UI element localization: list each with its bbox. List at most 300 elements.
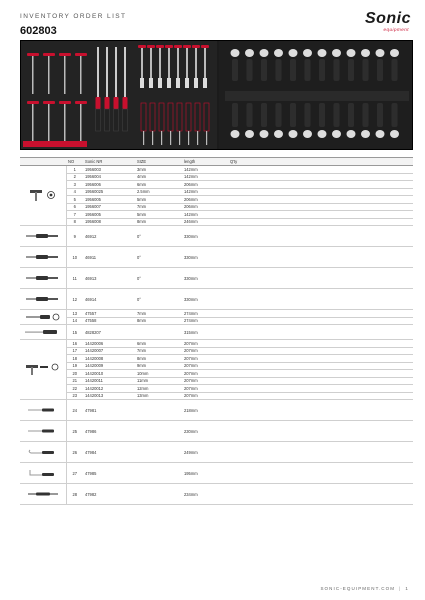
t-socket-handle (156, 45, 164, 48)
t-key-handle (43, 101, 55, 104)
row-no: 2 (66, 173, 83, 181)
t-socket-shaft (150, 48, 152, 78)
row-article: 14420009 (83, 362, 135, 370)
tool-image-cell (20, 226, 66, 247)
row-blank (248, 347, 413, 355)
tool-label-top (303, 49, 312, 57)
row-length: 207mm (182, 370, 228, 378)
t-socket-shaft (141, 48, 143, 78)
t-socket-handle (174, 45, 182, 48)
row-article: 46913 (83, 268, 135, 289)
row-no: 12 (66, 289, 83, 310)
tool-image-cell (20, 442, 66, 463)
driver-shaft (106, 47, 108, 97)
row-size: 6mm (135, 340, 182, 348)
table-row (20, 166, 413, 174)
row-qty[interactable] (228, 400, 248, 421)
tool-label-bottom (318, 130, 327, 138)
row-length: 142mm (182, 211, 228, 219)
row-qty[interactable] (228, 317, 248, 325)
row-article: 47557 (83, 310, 135, 318)
row-length: 249mm (182, 442, 228, 463)
table-row (20, 325, 413, 340)
table-row (20, 392, 413, 400)
row-blank (248, 362, 413, 370)
row-article: 47986 (83, 421, 135, 442)
tool-label-top (332, 49, 341, 57)
header-image (20, 158, 66, 166)
tool-label-bottom (332, 130, 341, 138)
t-key-handle (27, 101, 39, 104)
row-size (135, 463, 182, 484)
row-blank (248, 421, 413, 442)
tool-slot-top (261, 59, 267, 81)
screwdriver-shaft (143, 131, 144, 145)
row-qty[interactable] (228, 377, 248, 385)
driver-shaft (124, 47, 126, 97)
row-qty[interactable] (228, 347, 248, 355)
t-key-shaft (48, 56, 50, 94)
row-qty[interactable] (228, 463, 248, 484)
row-article: 14420011 (83, 377, 135, 385)
screwdriver-shaft (161, 131, 162, 145)
t-socket-handle (165, 45, 173, 48)
tool-label-bottom (231, 130, 240, 138)
screwdriver-handle (186, 103, 191, 131)
tool-slot-bottom (232, 103, 238, 127)
screwdriver-handle (177, 103, 182, 131)
tool-driver-icon (26, 296, 60, 303)
row-blank (248, 181, 413, 189)
row-length: 142mm (182, 166, 228, 174)
row-article: 46914 (83, 289, 135, 310)
row-no: 3 (66, 181, 83, 189)
row-qty[interactable] (228, 203, 248, 211)
row-article: 47981 (83, 400, 135, 421)
tool-slot-top (377, 59, 383, 81)
page-number: 1 (405, 586, 409, 591)
row-length: 330mm (182, 226, 228, 247)
header-art: Sonic NR (83, 158, 135, 166)
row-size (135, 442, 182, 463)
row-qty[interactable] (228, 325, 248, 340)
tool-bend-icon (28, 468, 58, 479)
t-socket-head (158, 78, 162, 88)
row-article: 4828207 (83, 325, 135, 340)
row-article: 14420012 (83, 385, 135, 393)
driver-handle (96, 97, 101, 109)
tool-image-cell (20, 247, 66, 268)
footer-site[interactable]: SONIC-EQUIPMENT.COM (320, 586, 396, 591)
row-qty[interactable] (228, 226, 248, 247)
row-no: 28 (66, 484, 83, 505)
row-article: 1956005 (83, 211, 135, 219)
row-length: 142mm (182, 173, 228, 181)
tool-label-top (347, 49, 356, 57)
tool-image-cell (20, 400, 66, 421)
t-key-shaft (32, 56, 34, 94)
row-qty[interactable] (228, 484, 248, 505)
tool-label-top (376, 49, 385, 57)
screwdriver-handle (195, 103, 200, 131)
t-key-handle (59, 53, 71, 56)
row-qty[interactable] (228, 355, 248, 363)
row-blank (248, 166, 413, 174)
t-socket-handle (201, 45, 209, 48)
driver-handle (114, 97, 119, 109)
table-row (20, 370, 413, 378)
tool-image-cell (20, 463, 66, 484)
row-no: 10 (66, 247, 83, 268)
table-row (20, 268, 413, 289)
page-title: INVENTORY ORDER LIST (20, 13, 127, 20)
tool-image-cell (20, 166, 66, 226)
tool-slot-bottom (261, 103, 267, 127)
row-length: 234mm (182, 484, 228, 505)
row-article: 46911 (83, 247, 135, 268)
tool-label-top (289, 49, 298, 57)
table-header-row (20, 158, 413, 166)
screwdriver-shaft (188, 131, 189, 145)
row-size: 7mm (135, 347, 182, 355)
table-row (20, 317, 413, 325)
t-socket-shaft (186, 48, 188, 78)
table-row (20, 484, 413, 505)
tool-tsocket-icon (26, 362, 60, 377)
row-blank (248, 247, 413, 268)
row-article: 14420007 (83, 347, 135, 355)
row-qty[interactable] (228, 181, 248, 189)
screwdriver-shaft (152, 131, 153, 145)
tool-slot-top (319, 59, 325, 81)
row-qty[interactable] (228, 370, 248, 378)
tool-image-cell (20, 484, 66, 505)
row-article: 1956005 (83, 196, 135, 204)
table-row (20, 188, 413, 196)
table-row (20, 442, 413, 463)
row-blank (248, 385, 413, 393)
row-blank (248, 325, 413, 340)
tool-label-bottom (274, 130, 283, 138)
tool-slot-top (363, 59, 369, 81)
row-qty[interactable] (228, 188, 248, 196)
row-qty[interactable] (228, 310, 248, 318)
row-length: 207mm (182, 347, 228, 355)
tool-slot-bottom (377, 103, 383, 127)
tool-tkey-icon (28, 188, 58, 203)
tool-label-bottom (260, 130, 269, 138)
row-length: 207mm (182, 392, 228, 400)
tool-slot-bottom (290, 103, 296, 127)
tool-pick2-icon (28, 428, 58, 435)
screwdriver-shaft (179, 131, 180, 145)
tool-long-icon (25, 329, 61, 336)
row-size (135, 325, 182, 340)
header-length: length (182, 158, 228, 166)
row-qty[interactable] (228, 421, 248, 442)
row-no: 13 (66, 310, 83, 318)
row-qty[interactable] (228, 218, 248, 226)
tool-slot-top (305, 59, 311, 81)
t-key-handle (75, 101, 87, 104)
inventory-body (20, 166, 413, 505)
header-size: SIZE (135, 158, 182, 166)
inventory-table (20, 157, 413, 505)
row-no: 26 (66, 442, 83, 463)
t-socket-head (140, 78, 144, 88)
tool-slot-bottom (319, 103, 325, 127)
t-key-shaft (80, 104, 82, 142)
t-socket-head (185, 78, 189, 88)
t-socket-shaft (159, 48, 161, 78)
row-article: 1956003 (83, 166, 135, 174)
row-qty[interactable] (228, 385, 248, 393)
row-length: 206mm (182, 203, 228, 211)
tool-slot-top (232, 59, 238, 81)
t-key-handle (43, 53, 55, 56)
row-blank (248, 400, 413, 421)
row-size: 11mm (135, 377, 182, 385)
row-article: 1956004 (83, 173, 135, 181)
row-blank (248, 442, 413, 463)
row-article: 47558 (83, 317, 135, 325)
tool-slot-top (348, 59, 354, 81)
row-qty[interactable] (228, 268, 248, 289)
row-blank (248, 226, 413, 247)
tool-torx-icon (26, 313, 60, 322)
t-socket-shaft (195, 48, 197, 78)
driver-shaft (115, 47, 117, 97)
tool-slot-bottom (392, 103, 398, 127)
row-article: 1956008 (83, 218, 135, 226)
tool-label-bottom (347, 130, 356, 138)
row-qty[interactable] (228, 442, 248, 463)
row-length: 230mm (182, 421, 228, 442)
row-article: 14420008 (83, 355, 135, 363)
row-size: 4mm (135, 173, 182, 181)
driver-shaft (97, 47, 99, 97)
t-socket-head (167, 78, 171, 88)
row-qty[interactable] (228, 392, 248, 400)
t-key-shaft (48, 104, 50, 142)
row-size: 8mm (135, 317, 182, 325)
screwdriver-shaft (206, 131, 207, 145)
footer-separator: | (399, 586, 402, 591)
row-length: 330mm (182, 289, 228, 310)
row-size: 3mm (135, 166, 182, 174)
table-row (20, 211, 413, 219)
table-row (20, 340, 413, 348)
tool-slot-top (247, 59, 253, 81)
logo-subtext: equipment (383, 27, 409, 32)
row-no: 8 (66, 218, 83, 226)
row-blank (248, 463, 413, 484)
row-blank (248, 268, 413, 289)
row-article: 47985 (83, 463, 135, 484)
tool-label-bottom (303, 130, 312, 138)
row-length: 315mm (182, 325, 228, 340)
row-no: 9 (66, 226, 83, 247)
row-blank (248, 196, 413, 204)
tool-hook-icon (28, 448, 58, 457)
row-no: 7 (66, 211, 83, 219)
tray-bar (225, 91, 409, 101)
row-size: 0° (135, 226, 182, 247)
row-article: 1956006 (83, 181, 135, 189)
row-blank (248, 370, 413, 378)
tool-label-top (231, 49, 240, 57)
t-socket-handle (183, 45, 191, 48)
driver-grip (105, 109, 110, 131)
table-row (20, 226, 413, 247)
table-row (20, 247, 413, 268)
row-blank (248, 310, 413, 318)
tool-label-bottom (390, 130, 399, 138)
tool-label-top (274, 49, 283, 57)
row-no: 4 (66, 188, 83, 196)
row-size: 7mm (135, 203, 182, 211)
row-blank (248, 317, 413, 325)
tool-slot-top (392, 59, 398, 81)
row-no: 14 (66, 317, 83, 325)
tool-image-cell (20, 325, 66, 340)
tool-slot-bottom (305, 103, 311, 127)
row-article: 47982 (83, 484, 135, 505)
row-no: 23 (66, 392, 83, 400)
row-size: 7mm (135, 310, 182, 318)
row-size: 2.5mm (135, 188, 182, 196)
row-length: 195mm (182, 463, 228, 484)
t-socket-head (194, 78, 198, 88)
logo-text: Sonic (364, 10, 411, 27)
row-article: 14420013 (83, 392, 135, 400)
brand-logo (345, 10, 411, 36)
screwdriver-shaft (170, 131, 171, 145)
row-blank (248, 377, 413, 385)
table-row (20, 203, 413, 211)
row-blank (248, 355, 413, 363)
row-no: 11 (66, 268, 83, 289)
row-blank (248, 188, 413, 196)
table-row (20, 289, 413, 310)
row-blank (248, 203, 413, 211)
row-length: 207mm (182, 340, 228, 348)
table-row (20, 196, 413, 204)
screwdriver-shaft (197, 131, 198, 145)
tool-slot-bottom (348, 103, 354, 127)
row-no: 15 (66, 325, 83, 340)
row-no: 21 (66, 377, 83, 385)
tool-label-top (361, 49, 370, 57)
tool-label-bottom (361, 130, 370, 138)
t-key-shaft (80, 56, 82, 94)
row-size (135, 400, 182, 421)
row-qty[interactable] (228, 211, 248, 219)
tool-slot-top (276, 59, 282, 81)
row-length: 274mm (182, 317, 228, 325)
t-socket-head (149, 78, 153, 88)
tool-label-bottom (289, 130, 298, 138)
row-length: 246mm (182, 218, 228, 226)
t-key-shaft (64, 104, 66, 142)
tool-image-cell (20, 268, 66, 289)
row-qty[interactable] (228, 289, 248, 310)
row-size (135, 484, 182, 505)
tool-driver-icon (26, 233, 60, 240)
row-size: 5mm (135, 211, 182, 219)
row-no: 19 (66, 362, 83, 370)
t-socket-handle (192, 45, 200, 48)
row-qty[interactable] (228, 340, 248, 348)
tool-image-cell (20, 421, 66, 442)
row-no: 6 (66, 203, 83, 211)
tool-label-top (390, 49, 399, 57)
table-row (20, 421, 413, 442)
row-article: 14420006 (83, 340, 135, 348)
row-size: 5mm (135, 196, 182, 204)
row-size: 0° (135, 289, 182, 310)
t-socket-shaft (168, 48, 170, 78)
row-qty[interactable] (228, 166, 248, 174)
order-number: 602803 (20, 25, 57, 37)
driver-handle (105, 97, 110, 109)
table-row (20, 310, 413, 318)
row-length: 274mm (182, 310, 228, 318)
row-blank (248, 218, 413, 226)
row-size: 9mm (135, 362, 182, 370)
row-no: 16 (66, 340, 83, 348)
row-article: 47984 (83, 442, 135, 463)
row-blank (248, 211, 413, 219)
row-qty[interactable] (228, 247, 248, 268)
row-no: 24 (66, 400, 83, 421)
tool-image-cell (20, 310, 66, 325)
row-length: 330mm (182, 268, 228, 289)
row-size: 13mm (135, 392, 182, 400)
table-row (20, 463, 413, 484)
driver-handle (123, 97, 128, 109)
row-size: 0° (135, 268, 182, 289)
t-socket-shaft (204, 48, 206, 78)
row-no: 20 (66, 370, 83, 378)
t-key-shaft (64, 56, 66, 94)
tool-slot-bottom (334, 103, 340, 127)
row-length: 206mm (182, 181, 228, 189)
tool-image-cell (20, 340, 66, 400)
t-key-handle (75, 53, 87, 56)
t-socket-handle (138, 45, 146, 48)
table-row (20, 355, 413, 363)
tool-slot-bottom (363, 103, 369, 127)
row-qty[interactable] (228, 196, 248, 204)
row-qty[interactable] (228, 173, 248, 181)
row-blank (248, 289, 413, 310)
header-blank (248, 158, 413, 166)
t-socket-head (203, 78, 207, 88)
driver-grip (123, 109, 128, 131)
row-qty[interactable] (228, 362, 248, 370)
row-blank (248, 173, 413, 181)
tool-driver-icon (26, 275, 60, 282)
row-size: 6mm (135, 181, 182, 189)
row-size: 0° (135, 247, 182, 268)
screwdriver-handle (168, 103, 173, 131)
screwdriver-handle (204, 103, 209, 131)
screwdriver-handle (150, 103, 155, 131)
row-length: 206mm (182, 196, 228, 204)
tool-slot-top (334, 59, 340, 81)
table-row (20, 218, 413, 226)
